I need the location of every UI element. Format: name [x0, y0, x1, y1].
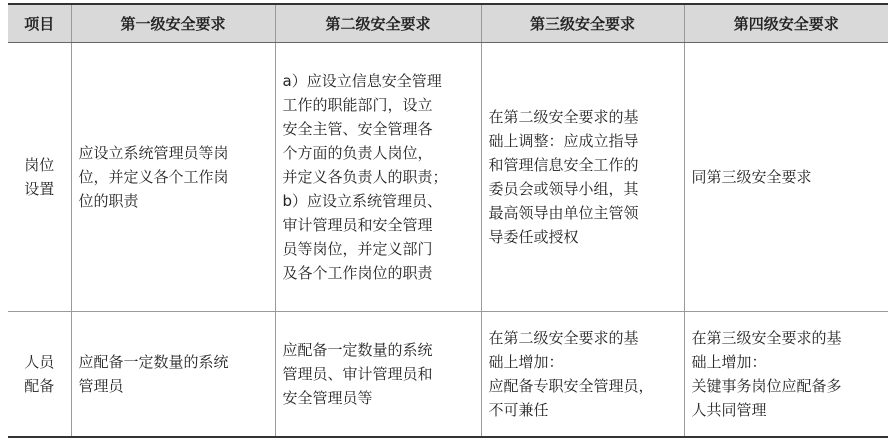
header-row	[8, 4, 888, 43]
cell-line: 最高领导由单位主管领	[488, 204, 639, 222]
cell-line: 及各个工作岗位的职责	[282, 264, 433, 282]
cell-line: 应配备专职安全管理员，	[488, 377, 654, 395]
cell-line: 同第三级安全要求	[691, 168, 812, 186]
cell-line: 并定义各负责人的职责；	[282, 168, 448, 186]
cell-line: 设置	[24, 180, 55, 198]
cell-level-1	[71, 312, 275, 438]
cell-level-1	[71, 43, 275, 312]
cell-item	[8, 312, 71, 438]
cell-line: 员等岗位，并定义部门	[282, 240, 433, 258]
cell-line: 和管理信息安全工作的	[488, 156, 639, 174]
cell-line: 础上调整：应成立指导	[488, 132, 639, 150]
security-requirements-table	[8, 3, 888, 438]
cell-line: 工作的职能部门，设立	[282, 96, 433, 114]
cell-line: 配备	[24, 377, 55, 395]
cell-level-3	[481, 312, 684, 438]
header-level-1: 第一级安全要求	[71, 4, 275, 43]
cell-line: 个方面的负责人岗位，	[282, 144, 433, 162]
cell-line: 委员会或领导小组，其	[488, 180, 639, 198]
cell-line: 安全管理员等	[282, 389, 373, 407]
cell-item	[8, 43, 71, 312]
cell-line: 应配备一定数量的系统	[78, 353, 229, 371]
table-row-staffing	[8, 312, 888, 438]
cell-line: 位的职责	[78, 192, 139, 210]
header-item: 项目	[8, 4, 71, 43]
table-row-position-setup	[8, 43, 888, 312]
cell-level-3	[481, 43, 684, 312]
cell-line: 在第二级安全要求的基	[488, 108, 639, 126]
cell-line: 不可兼任	[488, 401, 549, 419]
header-level-3: 第三级安全要求	[481, 4, 684, 43]
cell-line: a）应设立信息安全管理	[282, 72, 442, 90]
cell-level-2	[275, 43, 481, 312]
header-level-4: 第四级安全要求	[684, 4, 888, 43]
cell-line: 人共同管理	[691, 401, 767, 419]
cell-line: 导委任或授权	[488, 228, 579, 246]
cell-line: b）应设立系统管理员、	[282, 192, 443, 210]
cell-line: 管理员	[78, 377, 124, 395]
security-requirements-table-container	[8, 3, 888, 438]
cell-line: 岗位	[24, 156, 55, 174]
cell-line: 应设立系统管理员等岗	[78, 144, 229, 162]
cell-line: 审计管理员和安全管理	[282, 216, 433, 234]
cell-line: 础上增加：	[691, 353, 767, 371]
cell-line: 人员	[24, 353, 55, 371]
cell-line: 位，并定义各个工作岗	[78, 168, 229, 186]
cell-line: 安全主管、安全管理各	[282, 120, 433, 138]
cell-level-4	[684, 43, 888, 312]
cell-level-2	[275, 312, 481, 438]
cell-line: 在第三级安全要求的基	[691, 329, 842, 347]
cell-line: 管理员、审计管理员和	[282, 365, 433, 383]
cell-level-4	[684, 312, 888, 438]
header-level-2: 第二级安全要求	[275, 4, 481, 43]
cell-line: 应配备一定数量的系统	[282, 341, 433, 359]
cell-line: 础上增加：	[488, 353, 564, 371]
cell-line: 关键事务岗位应配备多	[691, 377, 842, 395]
cell-line: 在第二级安全要求的基	[488, 329, 639, 347]
